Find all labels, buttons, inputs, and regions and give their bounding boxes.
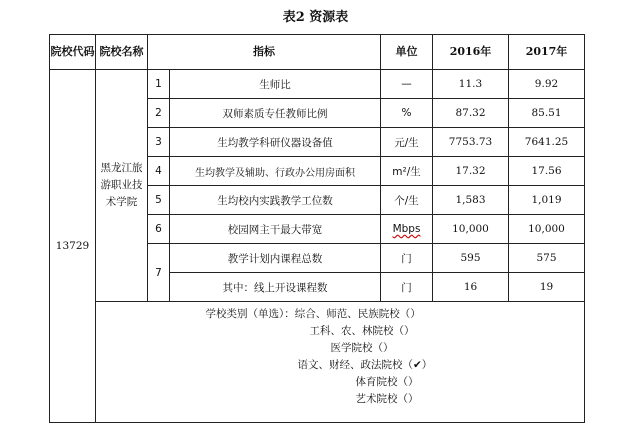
school-name-cell <box>96 70 148 302</box>
indicator-cell: 生师比 <box>170 70 381 99</box>
value-2016: 595 <box>433 244 509 273</box>
row-number: 1 <box>148 70 170 99</box>
value-2017: 17.56 <box>509 157 585 186</box>
unit-cell: 门 <box>381 273 433 302</box>
category-line: 医学院校（） <box>330 342 394 354</box>
unit-text: Mbps <box>392 223 421 235</box>
category-line: 学校类别（单选）：综合、师范、民族院校（） <box>205 308 421 320</box>
school-category-row <box>50 302 585 423</box>
school-name: 黑龙江旅游职业技术学院 <box>100 162 143 208</box>
value-2017: 85.51 <box>509 99 585 128</box>
row-number: 6 <box>148 215 170 244</box>
header-indicator: 指标 <box>148 35 381 70</box>
header-2017: 2017年 <box>509 35 585 70</box>
row-number: 3 <box>148 128 170 157</box>
unit-cell: — <box>381 70 433 99</box>
category-line: 体育院校（） <box>355 376 419 388</box>
header-2016: 2016年 <box>433 35 509 70</box>
value-2016: 7753.73 <box>433 128 509 157</box>
unit-cell: % <box>381 99 433 128</box>
indicator-cell: 生均校内实践教学工位数 <box>170 186 381 215</box>
blank-cell <box>96 302 148 423</box>
indicator-cell: 教学计划内课程总数 <box>170 244 381 273</box>
row-number: 5 <box>148 186 170 215</box>
category-line: 艺术院校（） <box>355 393 419 405</box>
header-row <box>50 35 585 70</box>
value-2017: 19 <box>509 273 585 302</box>
category-line: 工科、农、林院校（） <box>309 325 415 337</box>
indicator-cell: 其中：线上开设课程数 <box>170 273 381 302</box>
header-school-code: 院校代码 <box>50 35 96 70</box>
value-2017: 9.92 <box>509 70 585 99</box>
unit-cell <box>381 215 433 244</box>
unit-cell: 元/生 <box>381 128 433 157</box>
indicator-cell: 双师素质专任教师比例 <box>170 99 381 128</box>
header-school-name: 院校名称 <box>96 35 148 70</box>
value-2016: 17.32 <box>433 157 509 186</box>
value-2017: 1,019 <box>509 186 585 215</box>
indicator-cell: 生均教学科研仪器设备值 <box>170 128 381 157</box>
value-2016: 1,583 <box>433 186 509 215</box>
row-number: 7 <box>148 244 170 302</box>
value-2017: 10,000 <box>509 215 585 244</box>
row-number: 2 <box>148 99 170 128</box>
value-2016: 11.3 <box>433 70 509 99</box>
school-category-cell <box>148 302 585 423</box>
value-2016: 10,000 <box>433 215 509 244</box>
indicator-cell: 生均教学及辅助、行政办公用房面积 <box>170 157 381 186</box>
category-line: 语文、财经、政法院校（✔） <box>297 359 433 371</box>
row-number: 4 <box>148 157 170 186</box>
unit-cell: 个/生 <box>381 186 433 215</box>
table-title: 表2 资源表 <box>282 10 349 25</box>
unit-cell: m²/生 <box>381 157 433 186</box>
resource-table <box>49 34 585 423</box>
value-2016: 87.32 <box>433 99 509 128</box>
value-2017: 575 <box>509 244 585 273</box>
school-code: 13729 <box>50 70 96 423</box>
indicator-cell: 校园网主干最大带宽 <box>170 215 381 244</box>
unit-cell: 门 <box>381 244 433 273</box>
value-2016: 16 <box>433 273 509 302</box>
table-row <box>50 70 585 99</box>
header-unit: 单位 <box>381 35 433 70</box>
value-2017: 7641.25 <box>509 128 585 157</box>
